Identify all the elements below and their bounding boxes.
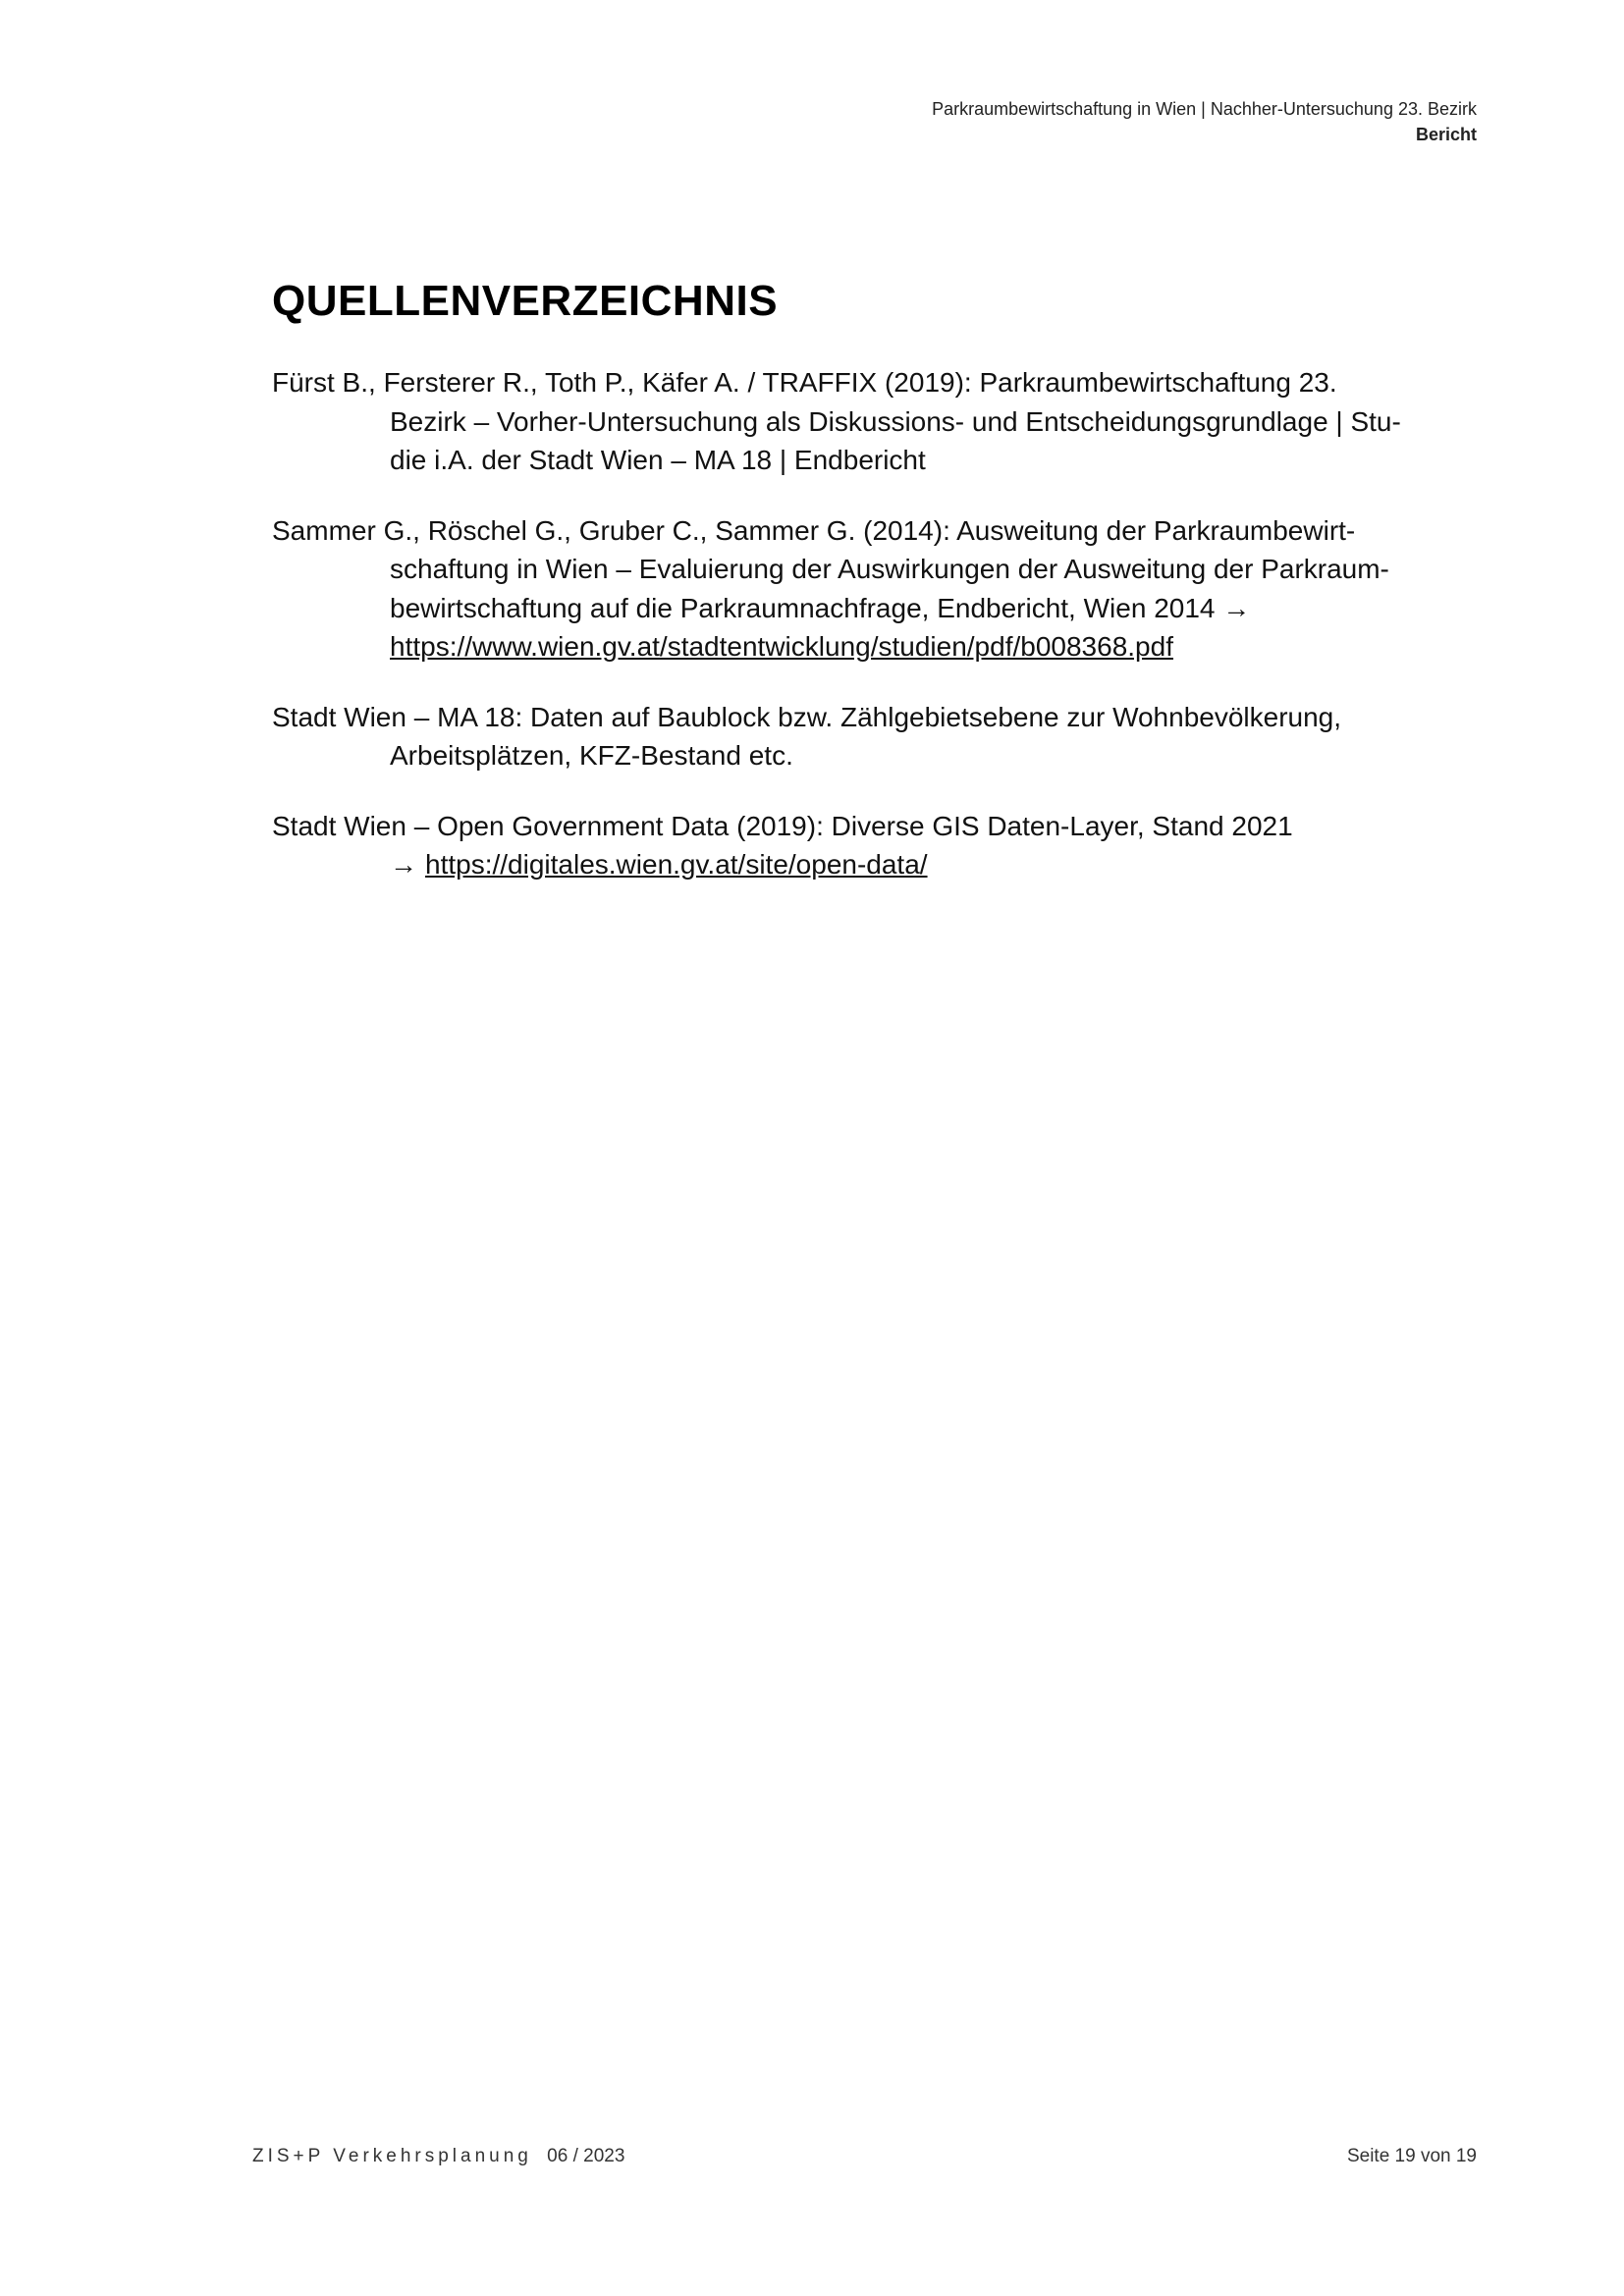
reference-line: schaftung in Wien – Evaluierung der Auswirkungen der Ausweitung der Parkraum- [390,554,1389,584]
reference-item [272,511,1480,667]
footer-date: 06 / 2023 [547,2146,625,2166]
reference-link[interactable]: https://www.wien.gv.at/stadtentwicklung/studien/pdf/b008368.pdf [390,631,1173,662]
page-number: Seite 19 von 19 [1346,2146,1477,2166]
arrow-right-icon: → [390,849,417,880]
reference-line: Stadt Wien – Open Government Data (2019): Diverse GIS Daten-Layer, Stand 2021 [272,810,1293,841]
reference-item [272,363,1480,480]
reference-line: Sammer G., Röschel G., Gruber C., Sammer G. (2014): Ausweitung der Parkraumbewirt- [272,514,1356,546]
reference-line: Bezirk – Vorher-Untersuchung als Diskussions- und Entscheidungsgrundlage | Stu- [390,405,1401,437]
reference-line: die i.A. der Stadt Wien – MA 18 | Endbericht [390,445,926,475]
page-title: QUELLENVERZEICHNIS [272,277,779,325]
reference-line: Fürst B., Fersterer R., Toth P., Käfer A. / TRAFFIX (2019): Parkraumbewirtschaftung 23. [272,367,1337,398]
reference-list [272,363,1480,916]
reference-line: Arbeitsplätzen, KFZ-Bestand etc. [390,740,793,771]
page-footer-left [252,2146,624,2167]
reference-line: bewirtschaftung auf die Parkraumnachfrage, Endbericht, Wien 2014 → [390,592,1251,623]
reference-item [272,807,1480,884]
reference-item [272,698,1480,775]
page-header [932,96,1477,147]
footer-org: ZIS+P Verkehrsplanung [252,2146,532,2166]
reference-link-line [390,845,1480,884]
reference-link[interactable]: https://digitales.wien.gv.at/site/open-data/ [425,849,928,880]
header-doc-type: Bericht [1415,125,1477,144]
reference-line: Stadt Wien – MA 18: Daten auf Baublock bzw. Zählgebietsebene zur Wohnbevölkerung, [272,701,1342,732]
header-doc-title: Parkraumbewirtschaftung in Wien | Nachher-Untersuchung 23. Bezirk [932,99,1477,119]
reference-link-line [390,627,1480,667]
